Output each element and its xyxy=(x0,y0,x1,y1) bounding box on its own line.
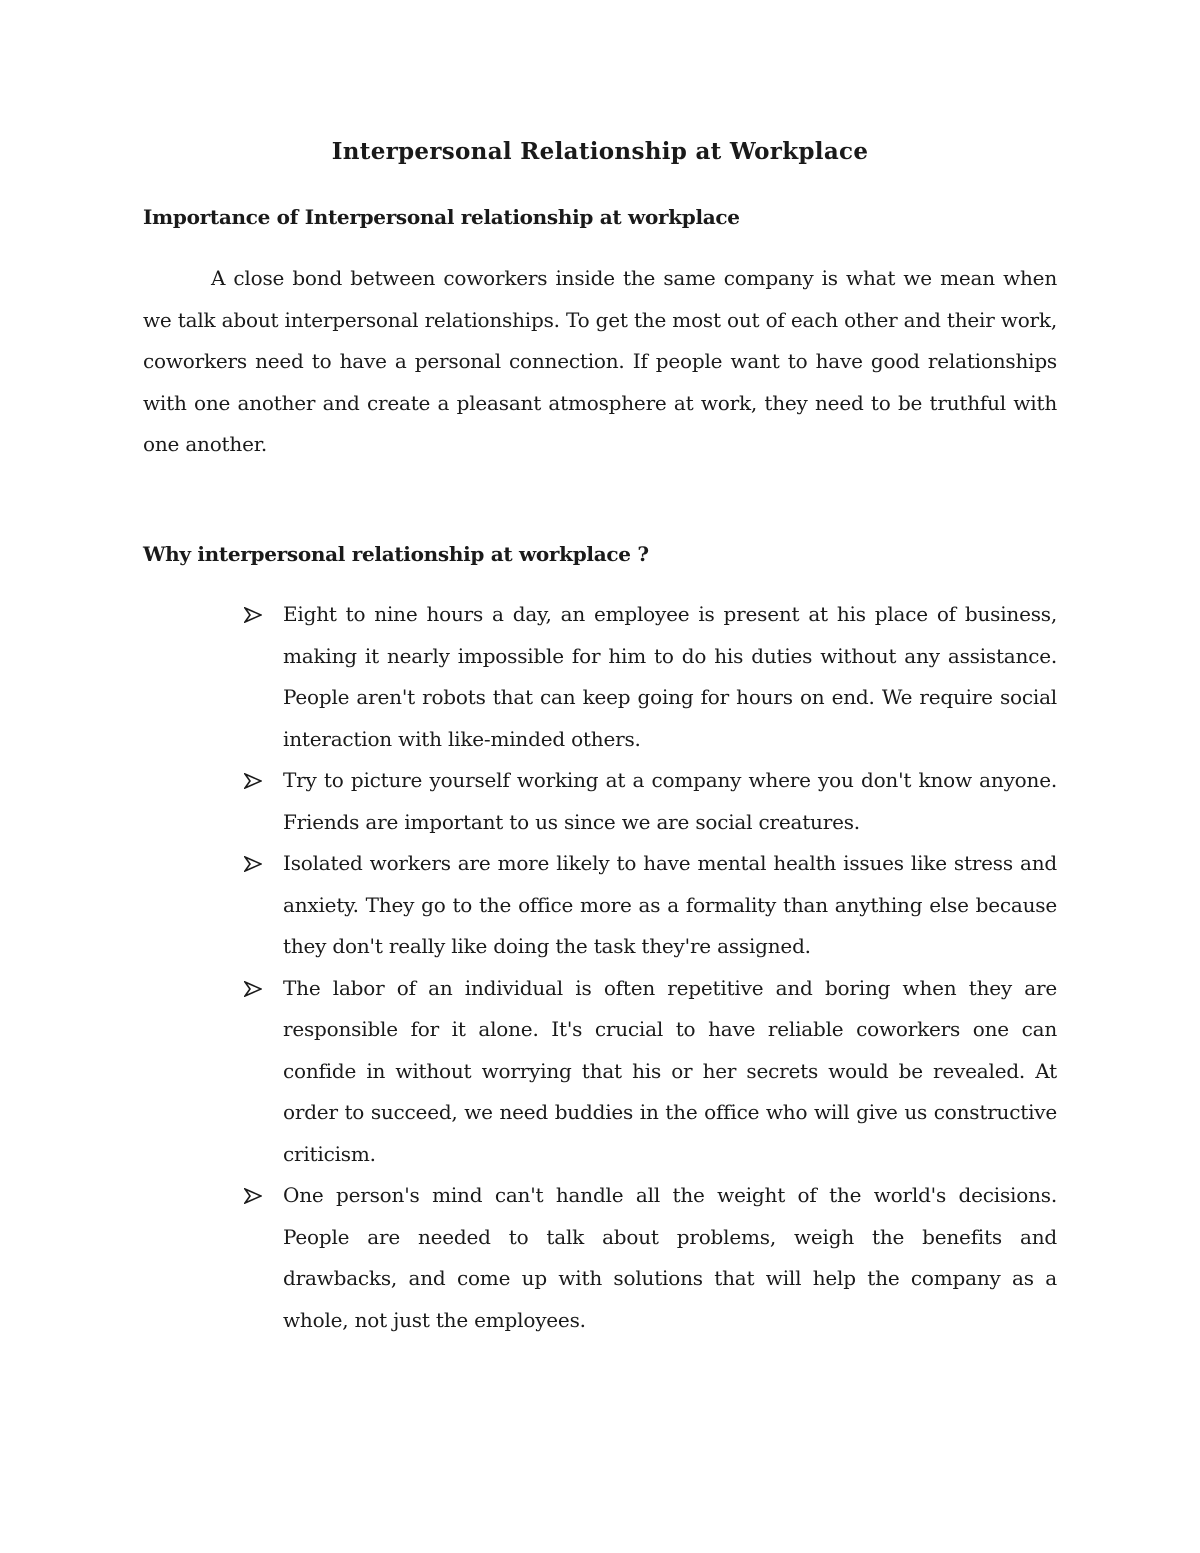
list-item-text: Isolated workers are more likely to have mental health issues like stress and anxiety. They go to the office more as a formality than anything else because they don't really like doing the task they're assigned. xyxy=(283,851,1057,958)
list-item xyxy=(240,843,1057,968)
section-heading-importance: Importance of Interpersonal relationship at workplace xyxy=(143,205,740,229)
list-item-text: Eight to nine hours a day, an employee is present at his place of business, making it nearly impossible for him to do his duties without any assistance. People aren't robots that can keep going for hours on end. We require social interaction with like-minded others. xyxy=(283,602,1057,751)
arrowhead-bullet-icon xyxy=(244,981,262,997)
list-item xyxy=(240,594,1057,760)
list-item xyxy=(240,760,1057,843)
section-heading-why: Why interpersonal relationship at workplace ? xyxy=(143,542,649,566)
importance-paragraph: A close bond between coworkers inside the same company is what we mean when we talk about interpersonal relationships. To get the most out of each other and their work, coworkers need to have a personal connection. If people want to have good relationships with one another and create a pleasant atmosphere at work, they need to be truthful with one another. xyxy=(143,266,1057,456)
list-item-text: Try to picture yourself working at a company where you don't know anyone. Friends are important to us since we are social creatures. xyxy=(283,768,1057,834)
list-item xyxy=(240,968,1057,1176)
list-item-text: The labor of an individual is often repetitive and boring when they are responsible for it alone. It's crucial to have reliable coworkers one can confide in without worrying that his or her secrets would be revealed. At order to succeed, we need buddies in the office who will give us constructive criticism. xyxy=(283,975,1057,1166)
document-title: Interpersonal Relationship at Workplace xyxy=(331,138,869,165)
reasons-bullet-list xyxy=(240,594,1057,1341)
arrowhead-bullet-icon xyxy=(244,773,262,789)
arrowhead-bullet-icon xyxy=(244,856,262,872)
list-item xyxy=(240,1175,1057,1341)
list-item-text: One person's mind can't handle all the weight of the world's decisions. People are needed to talk about problems, weigh the benefits and drawbacks, and come up with solutions that will help the company as a whole, not just the employees. xyxy=(283,1183,1057,1332)
arrowhead-bullet-icon xyxy=(244,1188,262,1204)
arrowhead-bullet-icon xyxy=(244,607,262,623)
